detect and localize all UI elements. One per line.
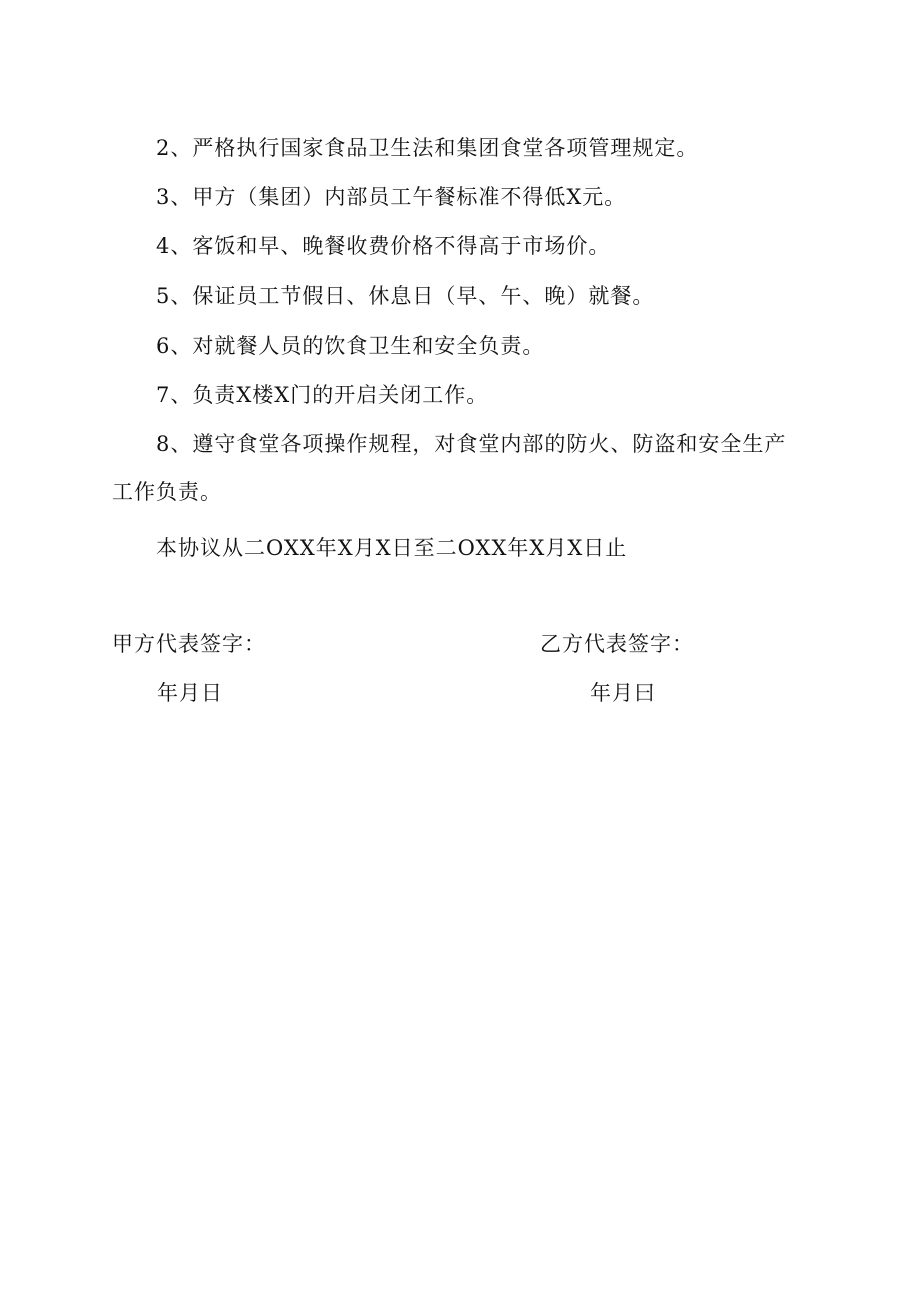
agreement-term: 本协议从二OXX年X月X日至二OXX年X月X日止 xyxy=(156,536,628,560)
clause-7: 7、负责X楼X门的开启关闭工作。 xyxy=(156,383,489,407)
party-a-signature-label: 甲方代表签字： xyxy=(112,632,266,656)
clause-3: 3、甲方（集团）内部员工午餐标准不得低X元。 xyxy=(156,185,627,209)
party-a-date: 年月日 xyxy=(157,681,223,705)
party-b-signature-label: 乙方代表签字： xyxy=(540,632,694,656)
party-b-date: 年月曰 xyxy=(590,681,656,705)
clause-5: 5、保证员工节假日、休息日（早、午、晚）就餐。 xyxy=(156,284,655,308)
clause-2: 2、严格执行国家食品卫生法和集团食堂各项管理规定。 xyxy=(156,136,699,160)
clause-8: 8、遵守食堂各项操作规程，对食堂内部的防火、防盗和安全生产工作负责。 xyxy=(112,432,787,504)
clause-4: 4、客饭和早、晚餐收费价格不得高于市场价。 xyxy=(156,234,611,258)
clause-6: 6、对就餐人员的饮食卫生和安全负责。 xyxy=(156,334,545,358)
